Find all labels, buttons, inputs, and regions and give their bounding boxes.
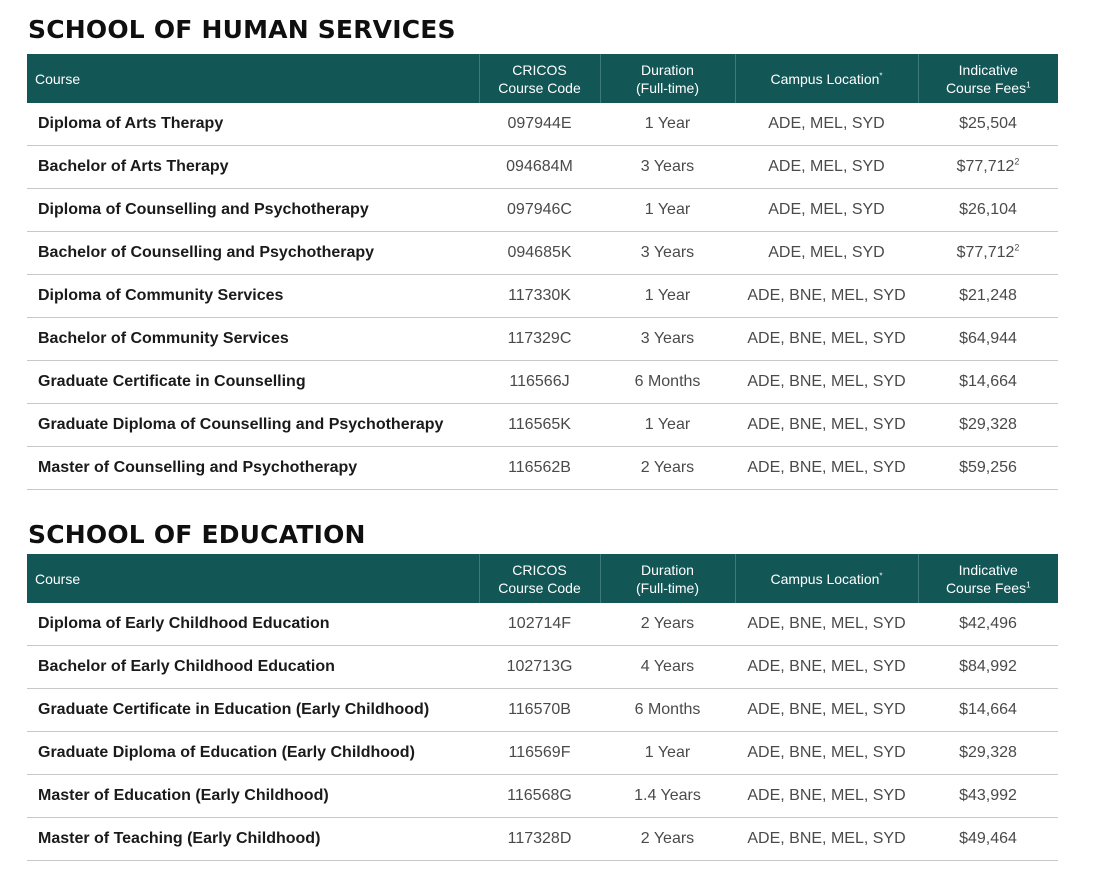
header-fees-line1: Indicative bbox=[958, 61, 1018, 78]
course-name-cell bbox=[27, 361, 479, 404]
course-fee-cell bbox=[918, 103, 1058, 146]
duration-cell bbox=[600, 232, 735, 275]
cricos-code-cell bbox=[479, 775, 600, 818]
table-row bbox=[27, 732, 1058, 775]
table-row bbox=[27, 775, 1058, 818]
campus-location-text: ADE, BNE, MEL, SYD bbox=[747, 373, 906, 390]
campus-location-text: ADE, MEL, SYD bbox=[768, 115, 885, 132]
cricos-code-text: 116570B bbox=[508, 701, 571, 718]
cricos-code-text: 117329C bbox=[507, 330, 572, 347]
duration-text: 1 Year bbox=[644, 287, 691, 304]
cricos-code-text: 097946C bbox=[507, 201, 572, 218]
duration-cell bbox=[600, 732, 735, 775]
duration-cell bbox=[600, 103, 735, 146]
table-row bbox=[27, 232, 1058, 275]
duration-cell bbox=[600, 146, 735, 189]
course-name-cell bbox=[27, 603, 479, 646]
course-fee-text: $14,664 bbox=[959, 701, 1017, 718]
course-name-text: Master of Education (Early Childhood) bbox=[38, 787, 329, 804]
duration-text: 2 Years bbox=[640, 830, 695, 847]
course-name-text: Graduate Diploma of Education (Early Childhood) bbox=[38, 744, 415, 761]
table-row bbox=[27, 818, 1058, 861]
course-fee-cell bbox=[918, 646, 1058, 689]
course-fee-text: $64,944 bbox=[959, 330, 1017, 347]
course-fee-text: $42,496 bbox=[959, 615, 1017, 632]
campus-location-cell bbox=[735, 732, 918, 775]
table-header-row bbox=[27, 554, 1058, 603]
cricos-code-cell bbox=[479, 603, 600, 646]
duration-text: 1 Year bbox=[644, 201, 691, 218]
cricos-code-text: 116562B bbox=[508, 459, 571, 476]
course-fee-text: $29,328 bbox=[959, 416, 1017, 433]
cricos-code-text: 102714F bbox=[507, 615, 572, 632]
campus-location-cell bbox=[735, 275, 918, 318]
course-name-text: Graduate Diploma of Counselling and Psychotherapy bbox=[38, 416, 444, 433]
header-cricos-line1: CRICOS bbox=[512, 561, 567, 578]
duration-cell bbox=[600, 404, 735, 447]
header-fees-footnote: 1 bbox=[1026, 79, 1031, 89]
duration-text: 2 Years bbox=[640, 615, 695, 632]
duration-text: 3 Years bbox=[640, 244, 695, 261]
campus-location-cell bbox=[735, 818, 918, 861]
campus-location-cell bbox=[735, 404, 918, 447]
course-name-cell bbox=[27, 189, 479, 232]
campus-location-cell bbox=[735, 232, 918, 275]
cricos-code-cell bbox=[479, 404, 600, 447]
course-fee-cell bbox=[918, 732, 1058, 775]
cricos-code-cell bbox=[479, 732, 600, 775]
duration-cell bbox=[600, 447, 735, 490]
course-name-text: Graduate Certificate in Counselling bbox=[38, 373, 306, 390]
table-row bbox=[27, 103, 1058, 146]
table-row bbox=[27, 404, 1058, 447]
table-row bbox=[27, 603, 1058, 646]
duration-cell bbox=[600, 603, 735, 646]
course-name-text: Bachelor of Early Childhood Education bbox=[38, 658, 335, 675]
header-course-fees bbox=[918, 554, 1058, 603]
header-duration-line1: Duration bbox=[641, 61, 694, 78]
fee-footnote-mark: 2 bbox=[1014, 242, 1020, 253]
campus-location-text: ADE, MEL, SYD bbox=[768, 201, 885, 218]
cricos-code-text: 102713G bbox=[506, 658, 573, 675]
duration-text: 2 Years bbox=[640, 459, 695, 476]
cricos-code-text: 117330K bbox=[508, 287, 571, 304]
table-row bbox=[27, 146, 1058, 189]
course-fee-text: $43,992 bbox=[959, 787, 1017, 804]
duration-text: 6 Months bbox=[634, 701, 701, 718]
course-name-text: Bachelor of Counselling and Psychotherapy bbox=[38, 244, 375, 261]
duration-text: 4 Years bbox=[640, 658, 695, 675]
cricos-code-text: 097944E bbox=[507, 115, 572, 132]
header-cricos-code bbox=[479, 554, 600, 603]
campus-location-cell bbox=[735, 189, 918, 232]
course-fee-cell bbox=[918, 189, 1058, 232]
header-campus-location bbox=[735, 54, 918, 103]
course-fee-cell bbox=[918, 146, 1058, 189]
cricos-code-text: 116566J bbox=[509, 373, 570, 390]
duration-cell bbox=[600, 361, 735, 404]
cricos-code-cell bbox=[479, 189, 600, 232]
cricos-code-text: 117328D bbox=[507, 830, 572, 847]
table-row bbox=[27, 689, 1058, 732]
header-campus-footnote: * bbox=[879, 70, 883, 80]
header-campus-text: Campus Location bbox=[770, 70, 880, 87]
cricos-code-text: 116568G bbox=[507, 787, 572, 804]
human-services-table bbox=[27, 54, 1058, 490]
education-table-body bbox=[27, 603, 1058, 861]
course-name-cell bbox=[27, 404, 479, 447]
header-duration-line2: (Full-time) bbox=[636, 79, 699, 96]
header-cricos-line2: Course Code bbox=[498, 79, 581, 96]
header-fees-footnote: 1 bbox=[1026, 579, 1031, 589]
header-campus-location bbox=[735, 554, 918, 603]
table-row bbox=[27, 275, 1058, 318]
campus-location-text: ADE, BNE, MEL, SYD bbox=[747, 459, 906, 476]
education-table bbox=[27, 554, 1058, 861]
course-name-text: Diploma of Early Childhood Education bbox=[38, 615, 330, 632]
campus-location-cell bbox=[735, 603, 918, 646]
cricos-code-cell bbox=[479, 646, 600, 689]
cricos-code-cell bbox=[479, 361, 600, 404]
duration-text: 6 Months bbox=[634, 373, 701, 390]
header-duration bbox=[600, 54, 735, 103]
course-name-cell bbox=[27, 732, 479, 775]
course-name-cell bbox=[27, 318, 479, 361]
course-name-text: Bachelor of Arts Therapy bbox=[38, 158, 229, 175]
course-fee-cell bbox=[918, 318, 1058, 361]
header-course-fees bbox=[918, 54, 1058, 103]
campus-location-text: ADE, BNE, MEL, SYD bbox=[747, 658, 906, 675]
course-name-text: Bachelor of Community Services bbox=[38, 330, 289, 347]
duration-cell bbox=[600, 189, 735, 232]
duration-cell bbox=[600, 775, 735, 818]
course-fee-text: $77,712 bbox=[956, 158, 1015, 175]
course-fee-cell bbox=[918, 603, 1058, 646]
course-name-text: Diploma of Counselling and Psychotherapy bbox=[38, 201, 369, 218]
campus-location-text: ADE, BNE, MEL, SYD bbox=[747, 830, 906, 847]
campus-location-cell bbox=[735, 318, 918, 361]
cricos-code-text: 094685K bbox=[507, 244, 572, 261]
course-name-cell bbox=[27, 146, 479, 189]
course-fee-text: $26,104 bbox=[959, 201, 1017, 218]
course-name-cell bbox=[27, 646, 479, 689]
course-name-text: Master of Teaching (Early Childhood) bbox=[38, 830, 321, 847]
course-name-cell bbox=[27, 275, 479, 318]
table-row bbox=[27, 646, 1058, 689]
duration-cell bbox=[600, 689, 735, 732]
header-duration-line1: Duration bbox=[641, 561, 694, 578]
course-fee-text: $49,464 bbox=[959, 830, 1017, 847]
duration-text: 3 Years bbox=[640, 330, 695, 347]
header-fees-line2: Course Fees bbox=[945, 579, 1027, 596]
campus-location-text: ADE, BNE, MEL, SYD bbox=[747, 330, 906, 347]
cricos-code-cell bbox=[479, 232, 600, 275]
fee-footnote-mark: 2 bbox=[1014, 156, 1020, 167]
course-fee-text: $25,504 bbox=[959, 115, 1017, 132]
header-cricos-line2: Course Code bbox=[498, 579, 581, 596]
duration-text: 1 Year bbox=[644, 416, 691, 433]
table-row bbox=[27, 189, 1058, 232]
course-fee-text: $14,664 bbox=[959, 373, 1017, 390]
campus-location-cell bbox=[735, 447, 918, 490]
campus-location-cell bbox=[735, 689, 918, 732]
campus-location-text: ADE, BNE, MEL, SYD bbox=[747, 701, 906, 718]
course-fee-text: $21,248 bbox=[959, 287, 1017, 304]
course-name-text: Diploma of Community Services bbox=[38, 287, 284, 304]
campus-location-text: ADE, BNE, MEL, SYD bbox=[747, 615, 906, 632]
duration-cell bbox=[600, 275, 735, 318]
course-name-cell bbox=[27, 103, 479, 146]
table-row bbox=[27, 447, 1058, 490]
campus-location-cell bbox=[735, 646, 918, 689]
campus-location-text: ADE, BNE, MEL, SYD bbox=[747, 416, 906, 433]
cricos-code-cell bbox=[479, 689, 600, 732]
duration-text: 1 Year bbox=[644, 744, 691, 761]
course-name-cell bbox=[27, 775, 479, 818]
campus-location-cell bbox=[735, 775, 918, 818]
course-name-cell bbox=[27, 232, 479, 275]
course-name-cell bbox=[27, 447, 479, 490]
section-title-human-services: SCHOOL OF HUMAN SERVICES bbox=[28, 15, 456, 44]
cricos-code-cell bbox=[479, 103, 600, 146]
header-cricos-code bbox=[479, 54, 600, 103]
course-name-cell bbox=[27, 818, 479, 861]
human-services-table-body bbox=[27, 103, 1058, 490]
cricos-code-cell bbox=[479, 275, 600, 318]
course-fee-cell bbox=[918, 818, 1058, 861]
course-fee-cell bbox=[918, 447, 1058, 490]
duration-cell bbox=[600, 318, 735, 361]
cricos-code-cell bbox=[479, 818, 600, 861]
cricos-code-text: 094684M bbox=[506, 158, 573, 175]
course-name-text: Master of Counselling and Psychotherapy bbox=[38, 459, 358, 476]
course-fee-text: $29,328 bbox=[959, 744, 1017, 761]
duration-text: 1 Year bbox=[644, 115, 691, 132]
course-fee-cell bbox=[918, 275, 1058, 318]
header-cricos-line1: CRICOS bbox=[512, 61, 567, 78]
campus-location-text: ADE, BNE, MEL, SYD bbox=[747, 287, 906, 304]
course-fee-cell bbox=[918, 404, 1058, 447]
course-fee-cell bbox=[918, 775, 1058, 818]
header-fees-line1: Indicative bbox=[958, 561, 1018, 578]
campus-location-cell bbox=[735, 103, 918, 146]
cricos-code-text: 116569F bbox=[508, 744, 571, 761]
header-fees-line2: Course Fees bbox=[945, 79, 1027, 96]
course-fee-cell bbox=[918, 689, 1058, 732]
header-campus-text: Campus Location bbox=[770, 570, 880, 587]
cricos-code-cell bbox=[479, 318, 600, 361]
campus-location-text: ADE, BNE, MEL, SYD bbox=[747, 787, 906, 804]
header-duration-line2: (Full-time) bbox=[636, 579, 699, 596]
header-duration bbox=[600, 554, 735, 603]
header-course: Course bbox=[27, 554, 479, 603]
campus-location-text: ADE, MEL, SYD bbox=[768, 158, 885, 175]
course-fee-text: $59,256 bbox=[959, 459, 1017, 476]
cricos-code-cell bbox=[479, 447, 600, 490]
duration-text: 3 Years bbox=[640, 158, 695, 175]
campus-location-text: ADE, BNE, MEL, SYD bbox=[747, 744, 906, 761]
campus-location-text: ADE, MEL, SYD bbox=[768, 244, 885, 261]
course-name-cell bbox=[27, 689, 479, 732]
header-campus-footnote: * bbox=[879, 570, 883, 580]
table-row bbox=[27, 318, 1058, 361]
course-name-text: Graduate Certificate in Education (Early Childhood) bbox=[38, 701, 430, 718]
header-course: Course bbox=[27, 54, 479, 103]
table-header-row bbox=[27, 54, 1058, 103]
campus-location-cell bbox=[735, 146, 918, 189]
course-fee-text: $84,992 bbox=[959, 658, 1017, 675]
campus-location-cell bbox=[735, 361, 918, 404]
course-fee-cell bbox=[918, 361, 1058, 404]
course-fee-cell bbox=[918, 232, 1058, 275]
cricos-code-cell bbox=[479, 146, 600, 189]
cricos-code-text: 116565K bbox=[508, 416, 571, 433]
duration-cell bbox=[600, 646, 735, 689]
section-title-education: SCHOOL OF EDUCATION bbox=[28, 520, 366, 549]
course-fee-text: $77,712 bbox=[956, 244, 1015, 261]
duration-cell bbox=[600, 818, 735, 861]
table-row bbox=[27, 361, 1058, 404]
duration-text: 1.4 Years bbox=[634, 787, 701, 804]
course-name-text: Diploma of Arts Therapy bbox=[38, 115, 224, 132]
